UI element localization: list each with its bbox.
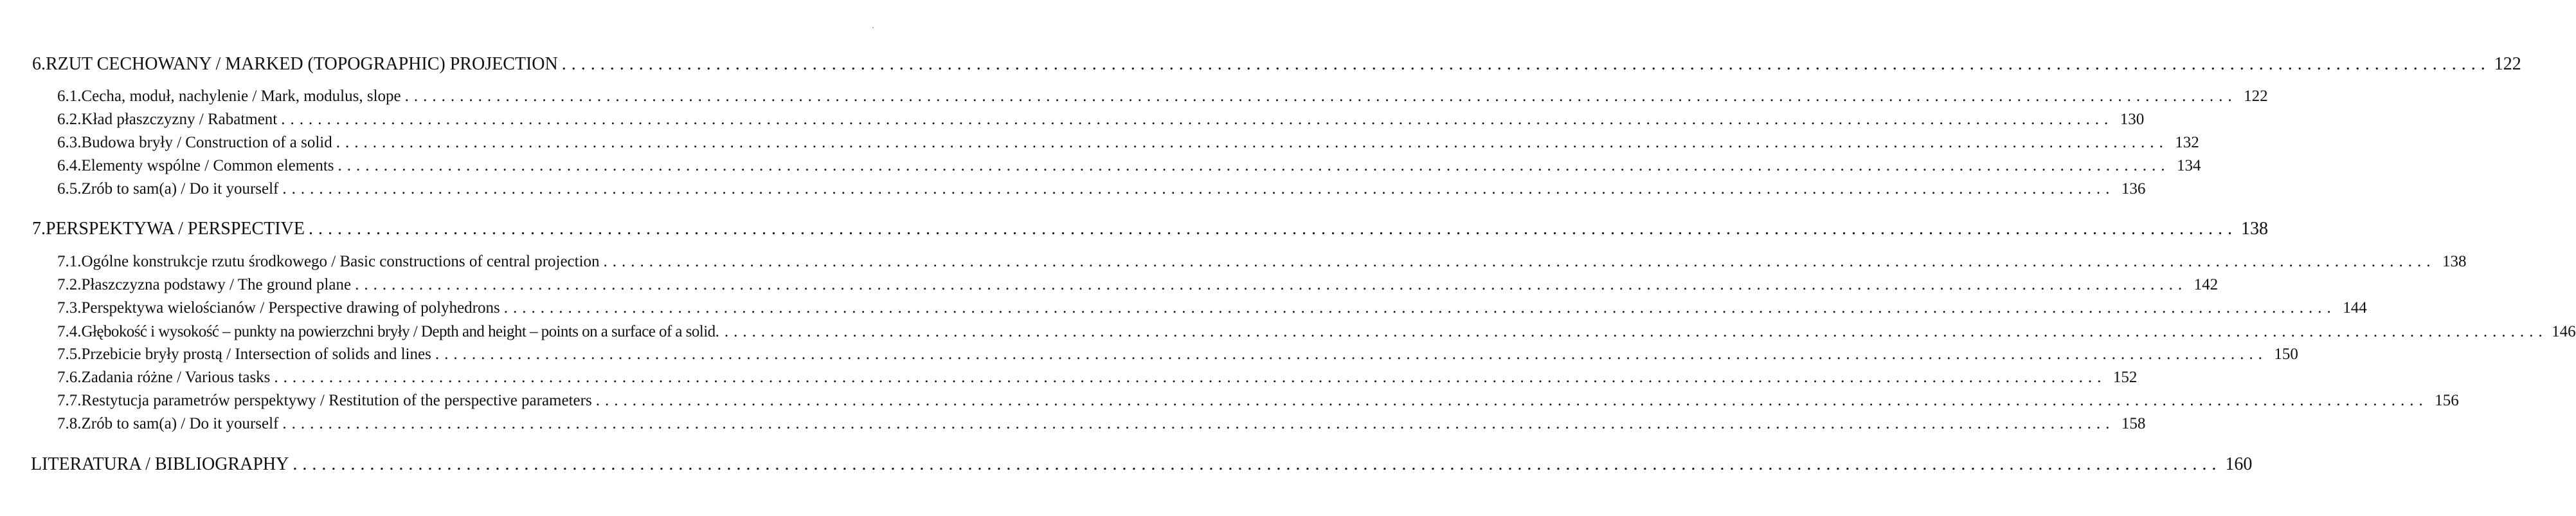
section-title: Płaszczyzna podstawy / The ground plane [81, 276, 352, 293]
section-number: 7.5. [57, 346, 82, 363]
dot-leader: ........................................................................................................................................................................................................ [715, 323, 2548, 340]
chapter-title: PERSPEKTYWA / PERSPECTIVE [46, 219, 305, 239]
section-number: 6.3. [57, 134, 82, 151]
section-title: Kład płaszczyzny / Rabatment [81, 111, 278, 128]
section-number: 6.2. [57, 111, 82, 128]
page-number: 122 [2494, 54, 2521, 74]
dot-leader: ........................................................................................................................................................................................................ [355, 276, 2188, 293]
page-number: 138 [2442, 253, 2467, 270]
page-number: 130 [2120, 111, 2145, 128]
dot-leader: ........................................................................................................................................................................................................ [274, 369, 2107, 386]
chapter-number: 7. [32, 219, 46, 239]
section-title: Głębokość i wysokość – punkty na powierzchni bryły / Depth and height – points on a surface of a solid [81, 323, 716, 340]
page-number: 146 [2552, 323, 2576, 340]
section-title: Przebicie bryły prostą / Intersection of solids and lines [81, 346, 431, 363]
dot-leader: ........................................................................................................................................................................................................ [595, 392, 2428, 409]
page-number: 160 [2225, 454, 2253, 474]
dot-leader: ........................................................................................................................................................................................................ [561, 54, 2490, 74]
page-number: 158 [2121, 415, 2146, 432]
toc-section-7-5[interactable] [57, 346, 2298, 363]
page-number: 152 [2112, 369, 2138, 386]
dot-leader: ........................................................................................................................................................................................................ [308, 219, 2237, 239]
page-number: 156 [2435, 392, 2459, 409]
dot-leader: ........................................................................................................................................................................................................ [503, 299, 2336, 317]
section-title: Restytucja parametrów perspektywy / Restitution of the perspective parameters [81, 392, 592, 409]
page-number: 132 [2175, 134, 2199, 151]
section-number: 7.3. [57, 299, 82, 317]
section-title: Ogólne konstrukcje rzutu środkowego / Basic constructions of central projection [81, 253, 600, 270]
toc-section-6-4[interactable] [57, 157, 2201, 174]
page-number: 150 [2274, 346, 2298, 363]
toc-bibliography[interactable] [31, 454, 2253, 474]
page-number: 142 [2193, 276, 2219, 293]
page-number: 134 [2177, 157, 2201, 174]
toc-section-6-1[interactable] [57, 88, 2268, 105]
toc-section-7-7[interactable] [57, 392, 2459, 409]
dot-leader: ........................................................................................................................................................................................................ [281, 111, 2114, 128]
page-number: 136 [2121, 180, 2146, 198]
section-number: 6.1. [57, 88, 82, 105]
page-number: 122 [2244, 88, 2268, 105]
toc-section-7-6[interactable] [57, 369, 2138, 386]
dot-leader: ........................................................................................................................................................................................................ [404, 88, 2237, 105]
section-number: 6.4. [57, 157, 82, 174]
section-title: Cecha, moduł, nachylenie / Mark, modulus, slope [81, 88, 401, 105]
section-title: Perspektywa wielościanów / Perspective drawing of polyhedrons [81, 299, 500, 317]
page-number: 144 [2343, 299, 2367, 317]
section-title: Zadania różne / Various tasks [81, 369, 271, 386]
toc-section-6-5[interactable] [57, 180, 2146, 198]
toc-section-7-1[interactable] [57, 253, 2467, 270]
section-number: 7.8. [57, 415, 82, 432]
toc-section-6-2[interactable] [57, 111, 2145, 128]
section-title: Zrób to sam(a) / Do it yourself [81, 415, 279, 432]
page-number: 138 [2240, 219, 2268, 239]
toc-section-7-3[interactable] [57, 299, 2367, 317]
toc-section-6-3[interactable] [57, 134, 2199, 151]
dot-leader: ........................................................................................................................................................................................................ [282, 415, 2115, 432]
chapter-title: RZUT CECHOWANY / MARKED (TOPOGRAPHIC) PROJECTION [46, 54, 558, 74]
toc-section-7-2[interactable] [57, 276, 2219, 293]
scan-speck [872, 27, 874, 28]
dot-leader: ........................................................................................................................................................................................................ [282, 180, 2115, 198]
dot-leader: ........................................................................................................................................................................................................ [603, 253, 2436, 270]
section-number: 7.7. [57, 392, 82, 409]
section-number: 6.5. [57, 180, 82, 198]
toc-section-7-4[interactable] [57, 323, 2576, 340]
section-title: Budowa bryły / Construction of a solid [81, 134, 332, 151]
section-number: 7.6. [57, 369, 82, 386]
chapter-number: 6. [32, 54, 46, 74]
dot-leader: ........................................................................................................................................................................................................ [435, 346, 2267, 363]
section-title: Elementy wspólne / Common elements [81, 157, 334, 174]
toc-chapter-6[interactable] [32, 54, 2521, 74]
section-number: 7.4. [57, 323, 82, 340]
toc-chapter-7[interactable] [32, 219, 2268, 239]
dot-leader: ........................................................................................................................................................................................................ [336, 134, 2168, 151]
bibliography-title: LITERATURA / BIBLIOGRAPHY [31, 454, 289, 474]
dot-leader: ........................................................................................................................................................................................................ [338, 157, 2170, 174]
toc-section-7-8[interactable] [57, 415, 2146, 432]
dot-leader: ........................................................................................................................................................................................................ [293, 454, 2222, 474]
section-number: 7.2. [57, 276, 82, 293]
section-number: 7.1. [57, 253, 82, 270]
section-title: Zrób to sam(a) / Do it yourself [81, 180, 279, 198]
